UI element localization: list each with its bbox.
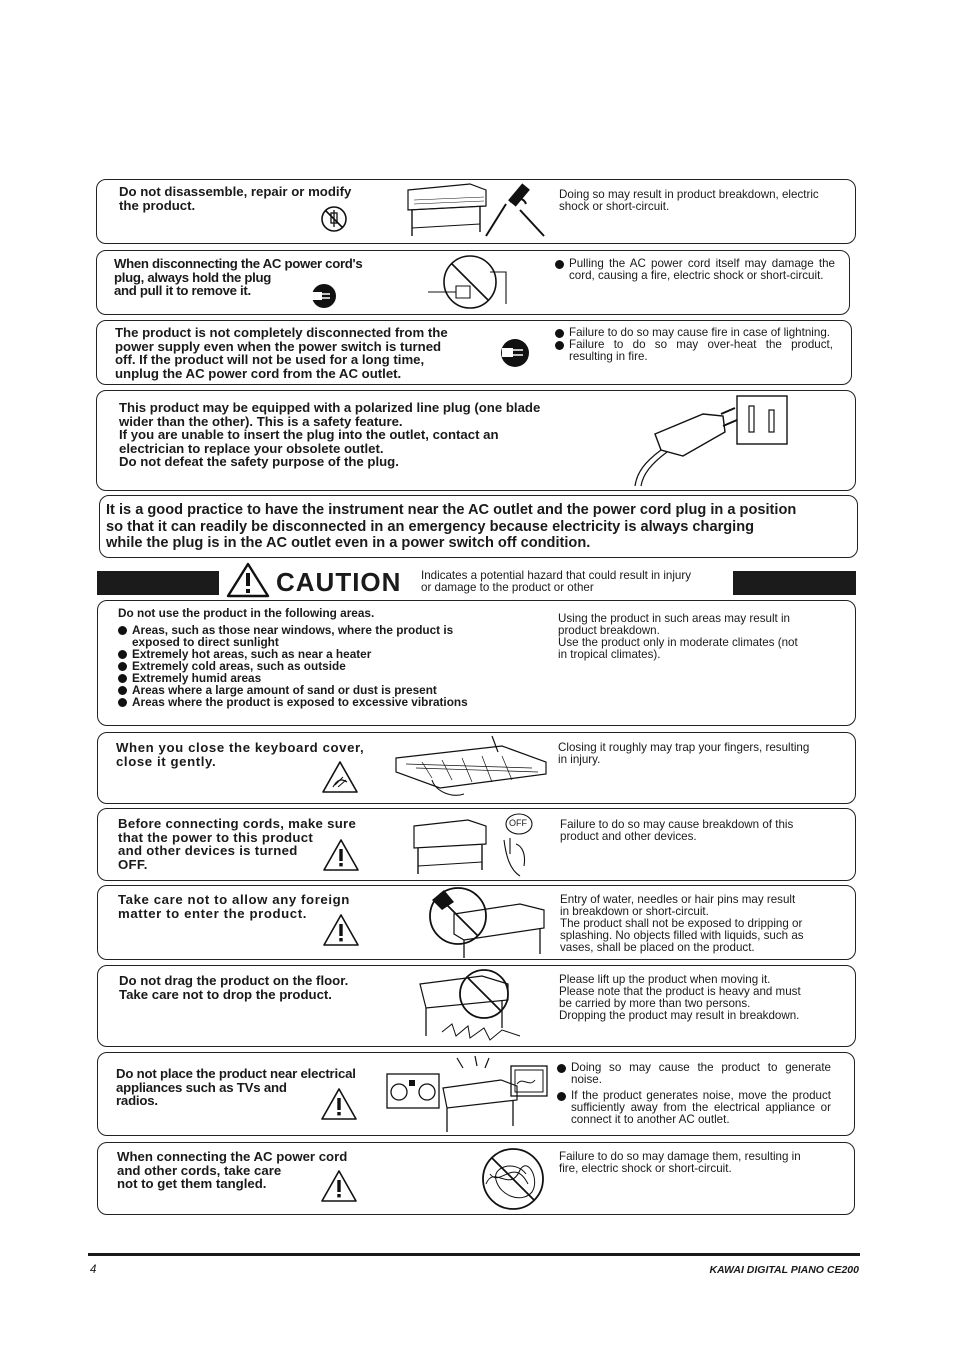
caution-text-electrical-appliances: Do not place the product near electrical appliances such as TVs and radios.: [116, 1066, 356, 1108]
caution-consequence-drag: Please lift up the product when moving it. Please note that the product is heavy and must be carried by more than two persons. Dropping the product may result in breakdown.: [559, 973, 801, 1022]
caution-consequence-power-off: Failure to do so may cause breakdown of this product and other devices.: [560, 818, 794, 843]
unplug-icon: [306, 283, 342, 309]
off-label: OFF: [509, 818, 527, 828]
warning-consequence-unplug: [555, 258, 835, 282]
list-item: Areas, such as those near windows, where the product is exposed to direct sunlight: [118, 624, 498, 648]
list-item: Extremely cold areas, such as outside: [118, 660, 498, 672]
warning-text-disassemble: Do not disassemble, repair or modify the product.: [119, 184, 352, 213]
polarized-plug-illustration: [625, 392, 795, 488]
no-disassemble-icon: [320, 205, 348, 233]
caution-areas-consequence: Using the product in such areas may result in product breakdown. Use the product only in moderate climates (not in tropical climates).: [558, 612, 798, 661]
caution-heading: CAUTION: [276, 567, 402, 597]
caution-consequence-electrical-appliances: [557, 1062, 831, 1126]
list-item: Areas where the product is exposed to excessive vibrations: [118, 696, 498, 708]
no-liquid-illustration: [424, 884, 554, 960]
warning-triangle-icon: [226, 562, 270, 598]
warning-triangle-icon: [322, 913, 360, 947]
footer-title: KAWAI DIGITAL PIANO CE200: [709, 1264, 859, 1276]
caution-text-keyboard-cover: When you close the keyboard cover, close it gently.: [116, 740, 365, 769]
warning-triangle-icon: [322, 838, 360, 872]
piano-illustration: [408, 814, 490, 876]
caution-text-power-off: Before connecting cords, make sure that the power to this product and other devices is turned OFF.: [118, 816, 357, 872]
list-item: Areas where a large amount of sand or dust is present: [118, 684, 498, 696]
caution-text-drag: Do not drag the product on the floor. Take care not to drop the product.: [119, 973, 349, 1002]
caution-consequence-foreign-matter: Entry of water, needles or hair pins may result in breakdown or short-circuit. The product shall not be exposed to dripping or splashing. No objects filled with liquids, such as vases, shall be placed on the product.: [560, 893, 804, 954]
bullet-item: If the product generates noise, move the product sufficiently away from the electrical appliance or connect it to another AC outlet.: [557, 1090, 831, 1126]
caution-text-foreign-matter: Take care not to allow any foreign matter to enter the product.: [118, 892, 350, 921]
warning-triangle-icon: [320, 1169, 358, 1203]
warning-consequence-disconnect: [555, 327, 833, 363]
pull-cord-illustration: [426, 252, 516, 312]
bullet-item: Failure to do so may cause fire in case of lightning.: [555, 327, 833, 339]
caution-text-tangled-cords: When connecting the AC power cord and other cords, take care not to get them tangled.: [117, 1149, 348, 1191]
caution-header-bar-left: [97, 571, 219, 595]
list-item: Extremely humid areas: [118, 672, 498, 684]
keyboard-cover-illustration: [392, 734, 552, 802]
appliances-illustration: [383, 1054, 551, 1134]
unplug-icon: [497, 338, 533, 368]
caution-consequence-tangled-cords: Failure to do so may damage them, resulting in fire, electric shock or short-circuit.: [559, 1150, 801, 1175]
caution-consequence-keyboard-cover: Closing it roughly may trap your fingers, resulting in injury.: [558, 741, 810, 766]
caution-areas-list: [118, 624, 498, 708]
footer-divider: [88, 1253, 860, 1256]
warning-text-unplug: When disconnecting the AC power cord's plug, always hold the plug and pull it to remove it.: [114, 256, 363, 298]
warning-text-outlet-access: It is a good practice to have the instrument near the AC outlet and the power cord plug in a position so that it can readily be disconnected in an emergency because electricity is always charging while the plug is in the AC outlet even in a power switch off condition.: [106, 502, 797, 551]
caution-areas-title: Do not use the product in the following areas.: [118, 606, 375, 620]
caution-header-bar-right: [733, 571, 856, 595]
page-number: 4: [90, 1264, 97, 1276]
list-item: Extremely hot areas, such as near a heater: [118, 648, 498, 660]
warning-text-disconnect: The product is not completely disconnected from the power supply even when the power switch is turned off. If the product will not be used for a long time, unplug the AC power cord from the AC outlet.: [115, 325, 448, 381]
finger-caution-icon: [321, 760, 359, 794]
piano-illustration: [400, 180, 490, 240]
bullet-item: Failure to do so may over-heat the product, resulting in fire.: [555, 339, 833, 363]
screwdriver-icon: [480, 180, 550, 242]
bullet-item: Pulling the AC power cord itself may damage the cord, causing a fire, electric shock or short-circuit.: [555, 258, 835, 282]
warning-triangle-icon: [320, 1087, 358, 1121]
tangled-cords-illustration: [470, 1144, 556, 1214]
caution-description: Indicates a potential hazard that could result in injury or damage to the product or other: [421, 569, 692, 594]
warning-consequence-disassemble: Doing so may result in product breakdown, electric shock or short-circuit.: [559, 188, 819, 213]
warning-text-polarized-plug: This product may be equipped with a polarized line plug (one blade wider than the other). This is a safety feature. If you are unable to insert the plug into the outlet, contact an electrician to replace your obsolete outlet. Do not defeat the safety purpose of the plug.: [119, 400, 541, 469]
no-drag-illustration: [412, 966, 528, 1044]
bullet-item: Doing so may cause the product to generate noise.: [557, 1062, 831, 1086]
